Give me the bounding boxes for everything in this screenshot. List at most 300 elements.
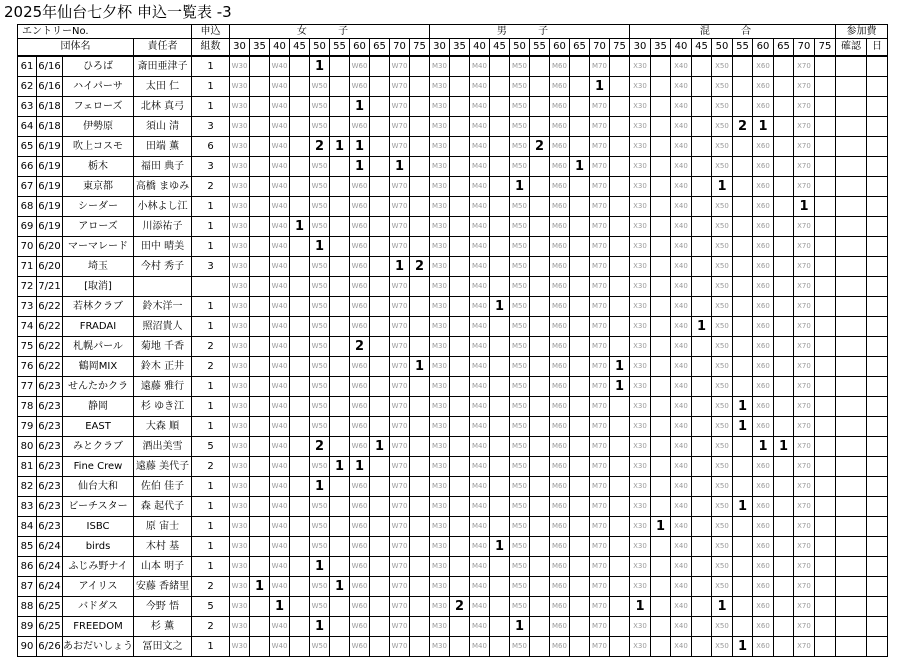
category-placeholder: X60 [756,62,770,70]
category-placeholder: W50 [311,82,328,90]
category-placeholder: W60 [351,582,368,590]
entry-cell-w30 [230,437,250,457]
entry-cell-m50 [510,477,530,497]
entry-cell-m45 [490,77,510,97]
entry-cell-x45 [692,457,712,477]
entry-cell-m45 [490,497,510,517]
category-placeholder: W30 [231,122,248,130]
person-name: 田中 晴美 [134,237,192,257]
entry-cell-m30 [430,77,450,97]
entry-cell-x65 [774,97,794,117]
entry-cell-w45 [290,77,310,97]
entry-cell-x60 [753,157,774,177]
entry-cell-w60 [350,597,370,617]
entry-cell-w65 [370,277,390,297]
entry-cell-w35 [250,357,270,377]
category-placeholder: X40 [674,242,688,250]
entry-cell-x40 [671,637,692,657]
entry-cell-w45 [290,457,310,477]
apply-count: 3 [192,117,230,137]
entry-count: 1 [334,579,345,594]
entry-cell-m45 [490,357,510,377]
entry-cell-x30 [630,97,651,117]
entry-cell-w30 [230,217,250,237]
entry-date: 6/23 [37,497,63,517]
entry-cell-x45 [692,637,712,657]
entry-cell-x50 [712,397,733,417]
category-placeholder: M70 [592,562,607,570]
entry-cell-w60 [350,197,370,217]
day-cell [867,277,888,297]
entry-cell-x75 [815,537,836,557]
entry-cell-m55 [530,217,550,237]
category-placeholder: W60 [351,602,368,610]
entry-cell-m30 [430,497,450,517]
category-placeholder: X70 [797,242,811,250]
entry-cell-m70 [590,157,610,177]
entry-no: 66 [18,157,37,177]
entry-cell-x30 [630,517,651,537]
category-placeholder: M40 [472,222,487,230]
entry-no: 83 [18,497,37,517]
category-placeholder: X50 [715,402,729,410]
category-placeholder: X60 [756,542,770,550]
entry-cell-m50 [510,437,530,457]
category-placeholder: M70 [592,422,607,430]
category-placeholder: W30 [231,242,248,250]
confirm-cell [836,297,867,317]
category-placeholder: X60 [756,82,770,90]
entry-cell-w60 [350,397,370,417]
category-placeholder: M40 [472,262,487,270]
entry-cell-w35 [250,317,270,337]
entry-cell-m65 [570,197,590,217]
category-placeholder: X50 [715,342,729,350]
apply-count: 1 [192,637,230,657]
table-row [18,157,888,177]
entry-cell-w45 [290,217,310,237]
entry-date: 6/16 [37,77,63,97]
entry-no: 64 [18,117,37,137]
entry-cell-w30 [230,557,250,577]
entry-cell-w45 [290,437,310,457]
entry-date: 6/19 [37,137,63,157]
day-cell [867,97,888,117]
category-placeholder: M50 [512,442,527,450]
team-name: マーマレード [63,237,134,257]
entry-cell-w65 [370,397,390,417]
entry-count: 1 [334,139,345,154]
entry-cell-m70 [590,56,610,77]
entry-cell-x30 [630,457,651,477]
entry-cell-w65 [370,237,390,257]
entry-cell-m55 [530,317,550,337]
age-header-x40: 40 [671,39,692,57]
category-placeholder: X70 [797,582,811,590]
category-placeholder: W50 [311,422,328,430]
entry-cell-m55 [530,137,550,157]
category-placeholder: W50 [311,362,328,370]
category-placeholder: X50 [715,282,729,290]
entry-cell-x70 [794,637,815,657]
entry-cell-m35 [450,437,470,457]
category-placeholder: M60 [552,162,567,170]
category-placeholder: M60 [552,82,567,90]
entry-cell-m65 [570,277,590,297]
entry-cell-w55 [330,217,350,237]
team-name: [取消] [63,277,134,297]
entry-cell-m35 [450,197,470,217]
category-placeholder: X30 [633,462,647,470]
entry-cell-m55 [530,97,550,117]
entry-cell-w35 [250,437,270,457]
entry-cell-x50 [712,577,733,597]
entry-cell-m60 [550,377,570,397]
entry-cell-x35 [651,197,671,217]
entry-cell-w30 [230,637,250,657]
entry-cell-w70 [390,337,410,357]
entry-cell-x45 [692,157,712,177]
entry-cell-x50 [712,277,733,297]
entry-cell-x50 [712,56,733,77]
category-placeholder: M60 [552,202,567,210]
entry-cell-m35 [450,557,470,577]
category-placeholder: W70 [391,622,408,630]
entry-cell-w70 [390,56,410,77]
category-placeholder: M30 [432,282,447,290]
entry-cell-m50 [510,137,530,157]
entry-cell-w50 [310,597,330,617]
entry-cell-x35 [651,137,671,157]
entry-cell-m70 [590,617,610,637]
category-placeholder: M50 [512,202,527,210]
category-placeholder: W70 [391,222,408,230]
entry-cell-w40 [270,217,290,237]
category-placeholder: X40 [674,62,688,70]
entry-cell-w70 [390,297,410,317]
category-placeholder: X70 [797,422,811,430]
entry-cell-m75 [610,257,630,277]
table-row [18,537,888,557]
entry-cell-m60 [550,357,570,377]
entry-cell-w75 [410,137,430,157]
category-placeholder: M70 [592,122,607,130]
entry-cell-x50 [712,377,733,397]
entry-count: 1 [737,639,748,654]
entry-cell-m75 [610,337,630,357]
category-placeholder: W50 [311,102,328,110]
entry-date: 6/22 [37,357,63,377]
apply-count: 2 [192,617,230,637]
entry-no: 75 [18,337,37,357]
entry-cell-m40 [470,257,490,277]
category-placeholder: X60 [756,322,770,330]
category-placeholder: W70 [391,182,408,190]
entry-cell-m55 [530,637,550,657]
category-placeholder: X50 [715,462,729,470]
entry-cell-w40 [270,397,290,417]
entry-cell-x55 [733,197,753,217]
entry-cell-w40 [270,77,290,97]
entry-cell-x45 [692,217,712,237]
entry-cell-x55 [733,257,753,277]
entry-cell-w55 [330,237,350,257]
entry-cell-m70 [590,97,610,117]
entry-cell-w60 [350,437,370,457]
entry-cell-w65 [370,357,390,377]
apply-count: 2 [192,457,230,477]
entry-cell-x65 [774,357,794,377]
entry-date: 6/22 [37,337,63,357]
category-placeholder: X60 [756,502,770,510]
entry-cell-w30 [230,237,250,257]
entry-cell-x40 [671,277,692,297]
entry-cell-m60 [550,157,570,177]
entry-cell-m50 [510,497,530,517]
category-placeholder: M50 [512,142,527,150]
entry-cell-x45 [692,117,712,137]
entry-cell-w65 [370,97,390,117]
category-placeholder: M40 [472,602,487,610]
entry-cell-x40 [671,457,692,477]
category-placeholder: W30 [231,382,248,390]
category-placeholder: M40 [472,362,487,370]
entry-cell-x40 [671,437,692,457]
entry-date: 6/19 [37,177,63,197]
age-header-m75: 75 [610,39,630,57]
entry-cell-x55 [733,297,753,317]
entry-count: 1 [314,559,325,574]
entry-cell-x50 [712,477,733,497]
day-cell [867,557,888,577]
category-placeholder: X70 [797,362,811,370]
category-placeholder: M60 [552,282,567,290]
entry-cell-w55 [330,157,350,177]
category-placeholder: M30 [432,142,447,150]
entry-cell-x35 [651,297,671,317]
entry-cell-m40 [470,97,490,117]
category-placeholder: X40 [674,282,688,290]
entry-cell-w75 [410,97,430,117]
category-placeholder: M50 [512,382,527,390]
category-placeholder: M40 [472,402,487,410]
entry-cell-x40 [671,77,692,97]
entry-cell-w60 [350,237,370,257]
category-placeholder: W70 [391,462,408,470]
entry-cell-x60 [753,497,774,517]
entry-cell-x40 [671,177,692,197]
entry-cell-x60 [753,56,774,77]
entry-date: 6/23 [37,517,63,537]
entry-cell-x45 [692,557,712,577]
entry-cell-m65 [570,417,590,437]
entry-cell-w55 [330,417,350,437]
entry-count: 2 [414,259,425,274]
entry-cell-m50 [510,597,530,617]
team-name: せんたかクラ [63,377,134,397]
category-placeholder: M50 [512,402,527,410]
entry-cell-w50 [310,237,330,257]
entry-cell-m40 [470,137,490,157]
team-name: ビーチスター [63,497,134,517]
category-placeholder: W70 [391,82,408,90]
entry-cell-x65 [774,137,794,157]
apply-count: 1 [192,56,230,77]
age-header-x65: 65 [774,39,794,57]
entry-cell-w55 [330,577,350,597]
entry-cell-x55 [733,337,753,357]
category-placeholder: M70 [592,402,607,410]
entry-no: 79 [18,417,37,437]
entry-cell-x30 [630,417,651,437]
category-placeholder: X70 [797,402,811,410]
category-placeholder: M40 [472,322,487,330]
entry-cell-x75 [815,237,836,257]
entry-cell-m70 [590,437,610,457]
category-placeholder: M60 [552,482,567,490]
category-placeholder: M30 [432,262,447,270]
entry-cell-m75 [610,177,630,197]
category-placeholder: X70 [797,482,811,490]
entry-cell-w75 [410,257,430,277]
entry-cell-m40 [470,557,490,577]
entry-cell-x75 [815,357,836,377]
category-placeholder: M70 [592,142,607,150]
confirm-cell [836,397,867,417]
entry-count: 1 [737,419,748,434]
entry-date: 6/22 [37,297,63,317]
entry-cell-m65 [570,577,590,597]
entry-cell-m60 [550,117,570,137]
entry-cell-x60 [753,357,774,377]
day-cell [867,597,888,617]
category-placeholder: M70 [592,582,607,590]
entry-cell-w40 [270,257,290,277]
entry-cell-x35 [651,56,671,77]
entry-no: 68 [18,197,37,217]
category-placeholder: M60 [552,142,567,150]
entry-cell-x70 [794,277,815,297]
entry-cell-m55 [530,577,550,597]
category-placeholder: W60 [351,522,368,530]
person-name: 須山 清 [134,117,192,137]
entry-cell-m40 [470,297,490,317]
entry-cell-x40 [671,497,692,517]
entry-cell-m35 [450,137,470,157]
person-name: 照沼貴人 [134,317,192,337]
entry-cell-w65 [370,317,390,337]
category-placeholder: M30 [432,602,447,610]
entry-cell-x65 [774,337,794,357]
entry-cell-w30 [230,297,250,317]
entry-cell-x55 [733,137,753,157]
category-placeholder: M60 [552,62,567,70]
category-placeholder: M60 [552,382,567,390]
category-placeholder: X70 [797,442,811,450]
entry-cell-m75 [610,637,630,657]
entry-cell-x30 [630,177,651,197]
entry-cell-m50 [510,417,530,437]
category-placeholder: X50 [715,542,729,550]
category-placeholder: M50 [512,102,527,110]
entry-cell-m60 [550,337,570,357]
entry-cell-x50 [712,317,733,337]
entry-cell-w50 [310,297,330,317]
entry-cell-x55 [733,56,753,77]
category-placeholder: X30 [633,302,647,310]
entry-cell-x75 [815,497,836,517]
entry-cell-x70 [794,577,815,597]
entry-cell-x40 [671,257,692,277]
entry-cell-w50 [310,577,330,597]
entry-count: 1 [374,439,385,454]
entry-cell-x55 [733,237,753,257]
entry-cell-w30 [230,497,250,517]
entry-cell-m40 [470,397,490,417]
entry-no: 81 [18,457,37,477]
entry-count: 2 [534,139,545,154]
entry-cell-w50 [310,117,330,137]
entry-cell-w45 [290,357,310,377]
entry-cell-m75 [610,277,630,297]
category-placeholder: W70 [391,562,408,570]
entry-cell-m35 [450,177,470,197]
entry-cell-w60 [350,517,370,537]
category-placeholder: X40 [674,622,688,630]
entry-cell-w55 [330,517,350,537]
category-placeholder: M70 [592,162,607,170]
entry-cell-w65 [370,537,390,557]
category-placeholder: X50 [715,622,729,630]
entry-cell-m70 [590,177,610,197]
day-cell [867,237,888,257]
entry-cell-x45 [692,597,712,617]
entry-cell-x45 [692,377,712,397]
entry-cell-m70 [590,637,610,657]
entry-cell-x65 [774,277,794,297]
category-placeholder: M40 [472,342,487,350]
category-placeholder: X30 [633,382,647,390]
apply-count: 1 [192,497,230,517]
category-placeholder: M60 [552,602,567,610]
entry-cell-m50 [510,377,530,397]
entry-count: 1 [354,99,365,114]
category-placeholder: X60 [756,482,770,490]
confirm-cell [836,197,867,217]
category-placeholder: W30 [231,562,248,570]
entry-cell-w35 [250,457,270,477]
age-header-m50: 50 [510,39,530,57]
entry-cell-m35 [450,477,470,497]
entry-cell-m60 [550,477,570,497]
entry-cell-x65 [774,237,794,257]
category-placeholder: W50 [311,282,328,290]
entry-cell-m30 [430,297,450,317]
entry-cell-m60 [550,137,570,157]
team-name: 東京都 [63,177,134,197]
entry-cell-w75 [410,337,430,357]
category-placeholder: W60 [351,222,368,230]
entry-cell-x60 [753,517,774,537]
category-placeholder: W60 [351,482,368,490]
category-placeholder: M70 [592,642,607,650]
table-row [18,477,888,497]
category-placeholder: X50 [715,422,729,430]
person-name: 杉 薫 [134,617,192,637]
entry-cell-x30 [630,497,651,517]
entry-cell-x65 [774,217,794,237]
confirm-cell [836,157,867,177]
